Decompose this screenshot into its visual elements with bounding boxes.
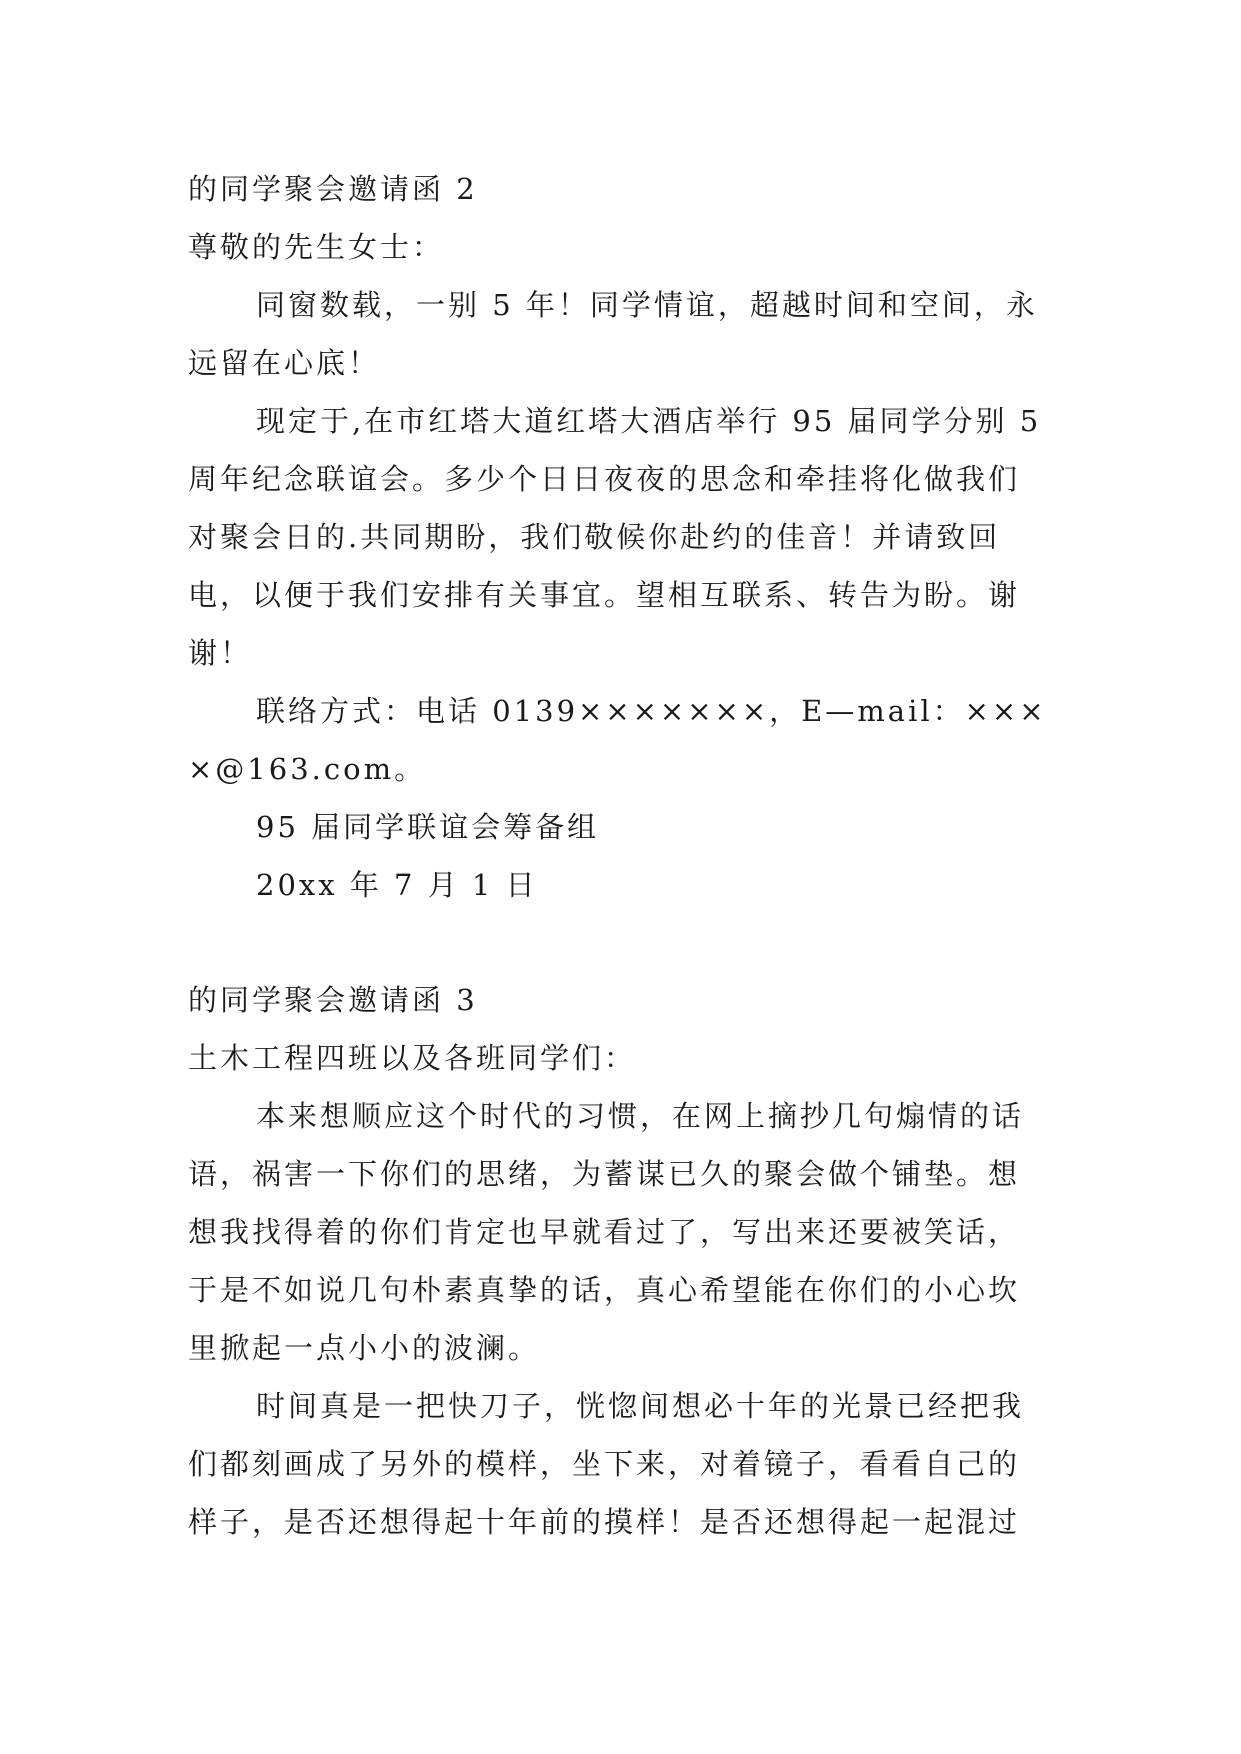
text-line: 周年纪念联谊会。多少个日日夜夜的思念和牵挂将化做我们 bbox=[188, 462, 1021, 496]
text-line: 谢！ bbox=[188, 636, 253, 670]
section3-paragraph-1 bbox=[188, 1087, 1058, 1377]
section2-salutation: 尊敬的先生女士： bbox=[188, 230, 445, 264]
text-line: 语，祸害一下你们的思绪，为蓄谋已久的聚会做个铺垫。想 bbox=[188, 1157, 1021, 1191]
text-line: 们都刻画成了另外的模样，坐下来，对着镜子，看看自己的 bbox=[188, 1447, 1021, 1481]
text-line: 联络方式：电话 0139×××××××，E—mail：××× bbox=[256, 694, 1047, 728]
text-line: 时间真是一把快刀子，恍惚间想必十年的光景已经把我 bbox=[256, 1389, 1025, 1423]
text-line: 对聚会日的.共同期盼，我们敬候你赴约的佳音！并请致回 bbox=[188, 520, 1001, 554]
text-line: 于是不如说几句朴素真挚的话，真心希望能在你们的小心坎 bbox=[188, 1273, 1021, 1307]
section2-paragraph-1 bbox=[188, 276, 1058, 392]
section3-heading: 的同学聚会邀请函 3 bbox=[188, 983, 478, 1017]
section3-salutation: 土木工程四班以及各班同学们： bbox=[188, 1041, 637, 1075]
section2-organizer: 95 届同学联谊会筹备组 bbox=[256, 810, 600, 844]
section2-date: 20xx 年 7 月 1 日 bbox=[256, 868, 538, 902]
text-line: 里掀起一点小小的波澜。 bbox=[188, 1331, 541, 1365]
text-line: ×@163.com。 bbox=[188, 752, 427, 786]
section3-paragraph-2 bbox=[188, 1377, 1058, 1551]
section2-paragraph-2 bbox=[188, 392, 1058, 682]
text-line: 想我找得着的你们肯定也早就看过了，写出来还要被笑话， bbox=[188, 1215, 1021, 1249]
text-line: 远留在心底！ bbox=[188, 346, 381, 380]
document-page bbox=[188, 160, 1058, 1551]
text-line: 电，以便于我们安排有关事宜。望相互联系、转告为盼。谢 bbox=[188, 578, 1021, 612]
text-line: 同窗数载，一别 5 年！同学情谊，超越时间和空间，永 bbox=[256, 288, 1038, 322]
section-spacer bbox=[188, 914, 1058, 971]
text-line: 现定于,在市红塔大道红塔大酒店举行 95 届同学分别 5 bbox=[256, 404, 1042, 438]
section2-contact bbox=[188, 682, 1058, 798]
section2-heading: 的同学聚会邀请函 2 bbox=[188, 172, 478, 206]
text-line: 样子，是否还想得起十年前的摸样！是否还想得起一起混过 bbox=[188, 1505, 1021, 1539]
text-line: 本来想顺应这个时代的习惯，在网上摘抄几句煽情的话 bbox=[256, 1099, 1025, 1133]
